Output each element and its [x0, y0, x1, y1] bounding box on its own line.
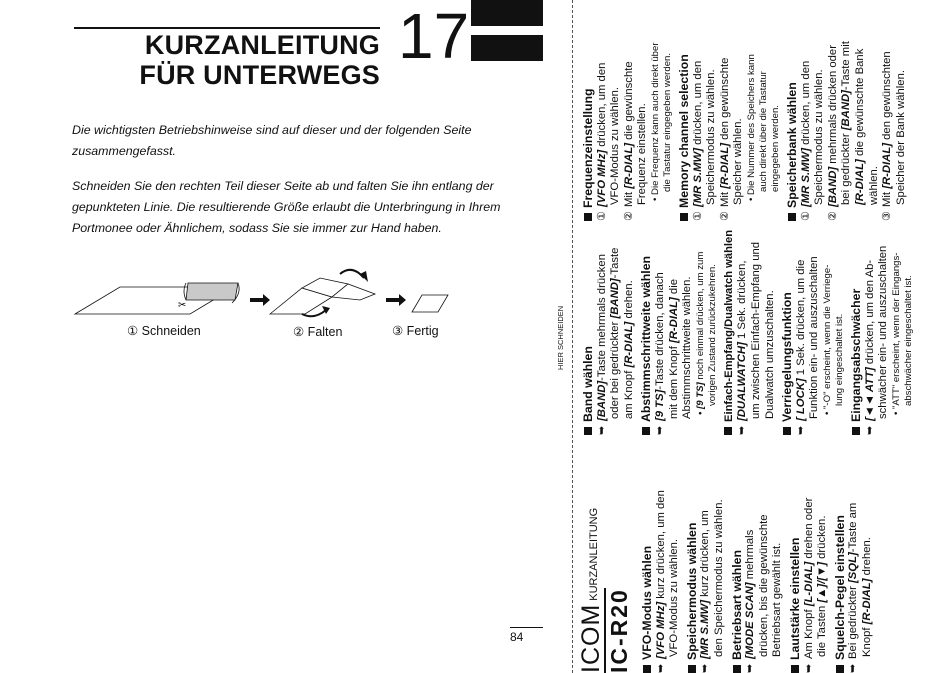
square-bullet-icon	[791, 665, 799, 673]
section-title: Squelch-Pegel einstellen	[834, 433, 848, 673]
step-two-icon: ②	[826, 211, 839, 221]
square-bullet-icon	[643, 665, 651, 673]
brand-block	[578, 433, 604, 673]
section-title: Speichermodus wählen	[686, 433, 700, 673]
page-number-rule	[510, 627, 543, 628]
step-one-icon: ①	[799, 211, 812, 221]
step-label-done: ③ Fertig	[392, 324, 439, 338]
step-two-icon: ②	[718, 211, 731, 221]
chapter-tab-block	[471, 0, 543, 26]
square-bullet-icon	[733, 665, 741, 673]
square-bullet-icon	[724, 427, 732, 435]
step-two-icon: ②	[622, 211, 635, 221]
square-bullet-icon	[584, 427, 592, 435]
arrow-right-icon	[250, 294, 270, 306]
brand-subtitle: KURZANLEITUNG	[588, 507, 600, 601]
section-title: Lautstärke einstellen	[789, 433, 803, 673]
page-title	[60, 30, 380, 90]
page-title-line: KURZANLEITUNG	[144, 30, 380, 60]
step-one-icon: ①	[691, 211, 704, 221]
scissors-icon: ✂	[178, 300, 187, 311]
arrow-bullet-icon: ➥	[595, 425, 608, 435]
arrow-bullet-icon: ➥	[744, 663, 757, 673]
section-title: Verriegelungsfunktion	[781, 220, 795, 435]
square-bullet-icon	[836, 665, 844, 673]
arrow-bullet-icon: ➥	[654, 663, 667, 673]
card-column-middle: Band wählen ➥[BAND]-Taste mehrmals drücken oder bei gedrückter [BAND]-Taste am Knopf [R-DIAL] drehen. Abstimmschrittweite wählen ➥[9 TS]-Taste drücken, danach mit dem Knopf [R-DIAL] die Abstimmschrittweite wählen. • [9 TS] noch einmal drücken, um zum vorigen Zustand zurückzukehren. Einfach-Empfang/Dualwatch wählen ➥[DUALWATCH] 1 Sek. drücken, um zwischen Einfach-Empfang und Dualwatch umzuschalten. Verriegelungsfunktion ➥[ LOCK] 1 Sek. drücken, um die Funktion ein- und auszuschalten • "-O" erscheint, wenn die Verriege- lung eingeschaltet ist. Eingangsabschwächer ➥[◄◄ ATT] drücken, um den Ab- schwächer ein- und auszuschalten • "ATT" erscheint, wenn der Eingangs- abschwächer eingeschaltet ist.	[578, 220, 915, 435]
square-bullet-icon	[642, 427, 650, 435]
arrow-bullet-icon: ➥	[736, 425, 749, 435]
square-bullet-icon	[680, 213, 688, 221]
square-bullet-icon	[852, 427, 860, 435]
section-title: VFO-Modus wählen	[641, 433, 655, 673]
chapter-tab-block	[471, 35, 543, 61]
model-name: IC-R20	[606, 588, 632, 673]
section-title: Betriebsart wählen	[731, 433, 745, 673]
section-title: Frequenzeinstellung	[582, 1, 596, 221]
step-label-cut: ① Schneiden	[127, 324, 201, 338]
square-bullet-icon	[783, 427, 791, 435]
cut-strip-shape	[186, 283, 238, 300]
square-bullet-icon	[788, 213, 796, 221]
brand-logo: ICOM	[577, 603, 605, 673]
section-title: Einfach-Empfang/Dualwatch wählen	[723, 220, 737, 435]
cut-fold-illustration	[70, 262, 470, 322]
section-title: Abstimmschrittweite wählen	[640, 220, 654, 435]
arrow-bullet-icon: ➥	[699, 663, 712, 673]
arrow-bullet-icon: ➥	[863, 425, 876, 435]
title-rule	[74, 27, 380, 29]
arrow-bullet-icon: ➥	[802, 663, 815, 673]
square-bullet-icon	[584, 213, 592, 221]
arrow-right-icon	[386, 294, 406, 306]
quick-reference-card	[578, 0, 950, 673]
chapter-number: 17	[398, 0, 470, 72]
section-title: Speicherbank wählen	[786, 1, 800, 221]
arrow-bullet-icon: ➥	[847, 663, 860, 673]
section-title: Eingangsabschwächer	[850, 220, 864, 435]
intro-paragraph: Die wichtigsten Betriebshinweise sind auf dieser und der folgenden Seite zusammengefasst.	[72, 123, 472, 158]
page-title-line: FÜR UNTERWEGS	[139, 60, 380, 90]
card-column-left: ICOMKURZANLEITUNG IC-R20 VFO-Modus wählen ➥[VFO MHz] kurz drücken, um den VFO-Modus zu wählen. Speichermodus wählen ➥[MR S.MW] kurz drücken, um den Speichermodus zu wählen. Betriebsart wählen ➥[MODE SCAN] mehrmals drücken, bis die gewünschte Betriebsart gewählt ist. Lautstärke einstellen ➥Am Knopf [L-DIAL] drehen oder die Tasten [▲]/[▼] drücken. Squelch-Pegel einstellen ➥Bei gedrückter [SQL]-Taste am Knopf [R-DIAL] drehen.	[578, 433, 875, 673]
step-label-fold: ② Falten	[293, 325, 343, 339]
section-title: Memory channel selection	[678, 1, 692, 221]
arrow-bullet-icon: ➥	[653, 425, 666, 435]
section-title: Band wählen	[582, 220, 596, 435]
cut-line	[572, 0, 573, 673]
intro-paragraph: Schneiden Sie den rechten Teil dieser Seite ab und falten Sie ihn entlang der gepunkteten Linie. Die resultierende Größe erlaubt die Unterbringung in Ihrem Portmonee oder Ähnlichem, sodass Sie sie immer zur Hand haben.	[72, 179, 501, 235]
card-column-right: Frequenzeinstellung ①[VFO MHz] drücken, um den VFO-Modus zu wählen. ②Mit [R-DIAL] die gewünschte Frequenz einstellen. • Die Frequenz kann auch direkt über die Tastatur eingegeben werden. Memory channel selection ①[MR S.MW] drücken, um den Speichermodus zu wählen. ②Mit [R-DIAL] den gewünschte Speicher wählen. • Die Nummer des Speichers kann auch direkt über die Tastatur eingegeben werden. Speicherbank wählen ①[MR S.MW] drücken, um den Speichermodus zu wählen. ②[BAND] mehrmals drücken oder bei gedrückter [BAND]-Taste mit [R-DIAL] die gewünschte Bank wählen. ③Mit [R-DIAL] den gewünschten Speicher der Bank wählen.	[578, 1, 908, 221]
folded-sheet-shape	[412, 295, 448, 312]
square-bullet-icon	[688, 665, 696, 673]
step-one-icon: ①	[595, 211, 608, 221]
page-number: 84	[510, 630, 524, 644]
arrow-bullet-icon: ➥	[794, 425, 807, 435]
step-three-icon: ③	[881, 211, 894, 221]
